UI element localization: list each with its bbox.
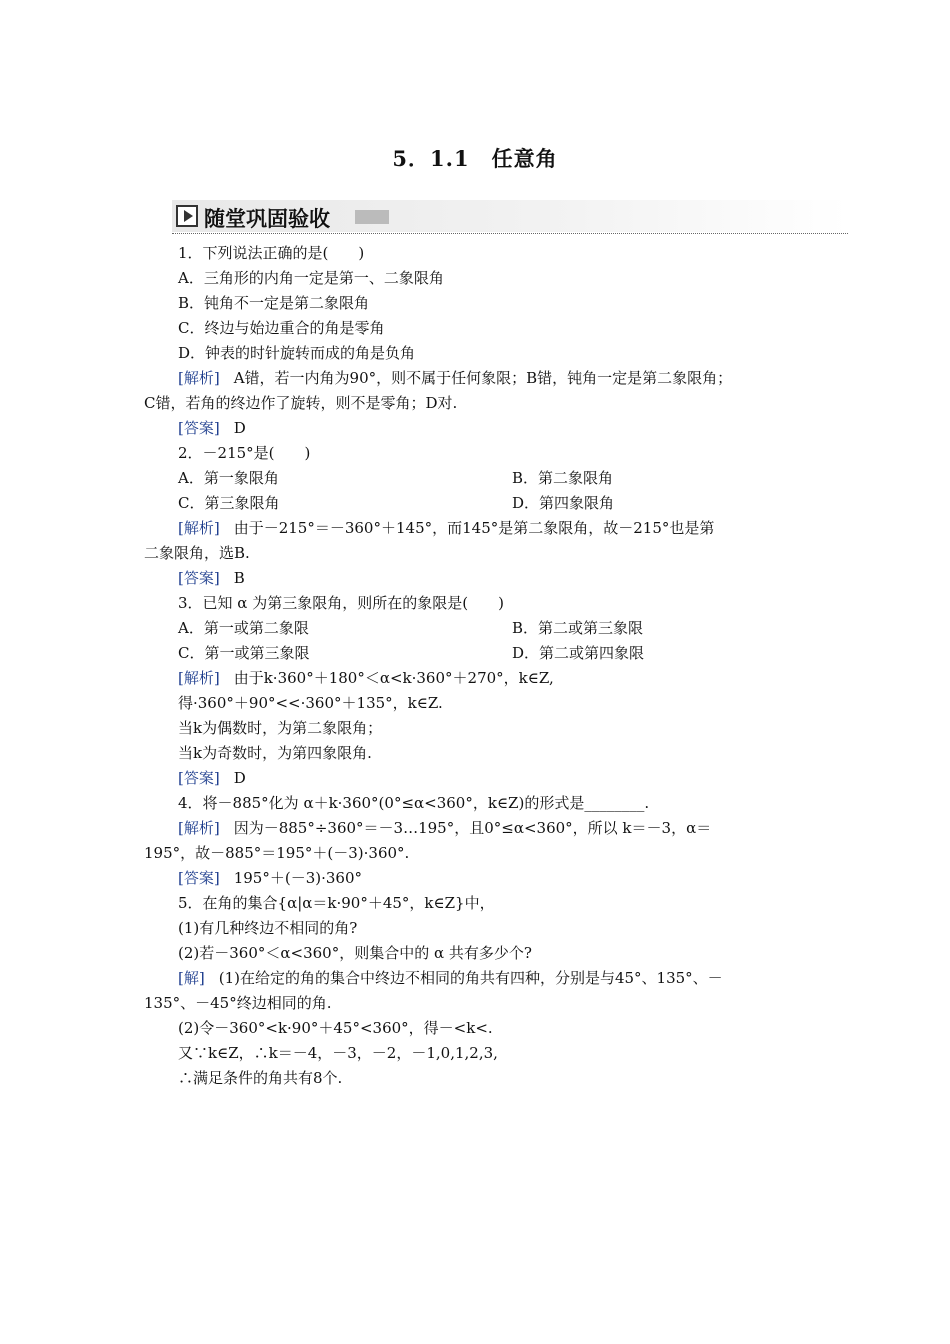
answer-tag: [答案]	[178, 569, 220, 587]
subquestion-line: (1)有几种终边不相同的角?	[178, 919, 358, 937]
option-line: C．第三象限角	[178, 494, 280, 512]
option-line: C．终边与始边重合的角是零角	[178, 319, 385, 337]
subquestion-line: (2)若－360°＜α<360°，则集合中的 α 共有多少个?	[178, 944, 532, 962]
analysis-tag: [解析]	[178, 819, 220, 837]
analysis-line: 当k为偶数时，为第二象限角；	[178, 719, 383, 737]
play-icon	[176, 205, 198, 227]
option-line: D．第二或第四象限	[512, 644, 645, 662]
option-line: A．第一或第二象限	[178, 619, 309, 637]
question-1: 1．下列说法正确的是( )	[178, 244, 365, 262]
answer-line: [答案] D	[178, 769, 246, 787]
analysis-tag: [解析]	[178, 369, 220, 387]
analysis-line: [解析] 因为－885°÷360°＝－3…195°，且0°≤α<360°，所以 k＝－3，α＝	[178, 819, 712, 837]
answer-line: [答案] B	[178, 569, 245, 587]
section-tail-block	[355, 210, 389, 224]
analysis-line: [解析] 由于－215°＝－360°＋145°，而145°是第二象限角，故－215°也是第	[178, 519, 715, 537]
answer-tag: [答案]	[178, 869, 220, 887]
solution-tag: [解]	[178, 969, 205, 987]
option-line: D．钟表的时针旋转而成的角是负角	[178, 344, 416, 362]
answer-tag: [答案]	[178, 419, 220, 437]
analysis-tag: [解析]	[178, 669, 220, 687]
option-line: A．三角形的内角一定是第一、二象限角	[178, 269, 444, 287]
analysis-line: 得·360°＋90°<<·360°＋135°，k∈Z.	[178, 694, 443, 712]
analysis-tag: [解析]	[178, 519, 220, 537]
solution-line: 135°、－45°终边相同的角.	[144, 994, 332, 1012]
analysis-line: 195°，故－885°＝195°＋(－3)·360°.	[144, 844, 410, 862]
section-header	[172, 200, 848, 234]
question-2: 2．－215°是( )	[178, 444, 311, 462]
solution-line: 又∵k∈Z，∴k＝－4，－3，－2，－1,0,1,2,3,	[178, 1044, 498, 1062]
solution-line: ∴满足条件的角共有8个.	[178, 1069, 343, 1087]
solution-line: [解] (1)在给定的角的集合中终边不相同的角共有四种，分别是与45°、135°、－	[178, 969, 723, 987]
answer-line: [答案] D	[178, 419, 246, 437]
question-5: 5．在角的集合{α|α＝k·90°＋45°，k∈Z}中，	[178, 894, 495, 912]
analysis-line: 二象限角，选B.	[144, 544, 250, 562]
question-4: 4．将－885°化为 α＋k·360°(0°≤α<360°，k∈Z)的形式是________.	[178, 794, 650, 812]
option-line: B．第二象限角	[512, 469, 614, 487]
analysis-line: [解析] 由于k·360°＋180°＜α<k·360°＋270°，k∈Z,	[178, 669, 554, 687]
option-line: B．第二或第三象限	[512, 619, 644, 637]
option-line: C．第一或第三象限	[178, 644, 310, 662]
answer-line: [答案] 195°＋(－3)·360°	[178, 869, 362, 887]
option-line: D．第四象限角	[512, 494, 615, 512]
question-3: 3．已知 α 为第三象限角，则所在的象限是( )	[178, 594, 504, 612]
answer-tag: [答案]	[178, 769, 220, 787]
section-label: 随堂巩固验收	[204, 207, 330, 231]
option-line: A．第一象限角	[178, 469, 279, 487]
solution-line: (2)令－360°<k·90°＋45°<360°，得－<k<.	[178, 1019, 493, 1037]
page-title: 5．1.1 任意角	[392, 146, 558, 171]
option-line: B．钝角不一定是第二象限角	[178, 294, 370, 312]
analysis-line: [解析] A错，若一内角为90°，则不属于任何象限；B错，钝角一定是第二象限角；	[178, 369, 733, 387]
analysis-line: C错，若角的终边作了旋转，则不是零角；D对.	[144, 394, 458, 412]
analysis-line: 当k为奇数时，为第四象限角.	[178, 744, 372, 762]
